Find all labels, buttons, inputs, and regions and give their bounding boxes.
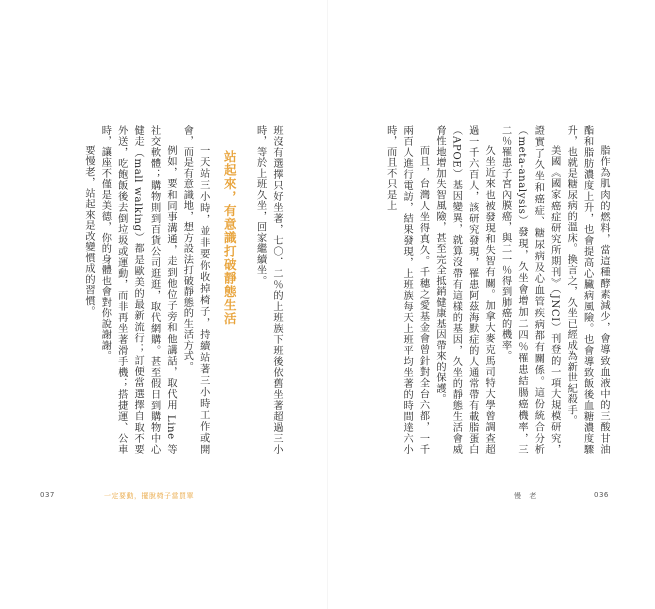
left-page-body: [48, 125, 284, 455]
body-paragraph: 而且，台灣人坐得真久。千穗之愛基金會曾針對全台六都，一千兩百人進行電訪，結果發現，上班族每天上班平均坐著的時間達六小時，而且不只是上: [384, 125, 429, 455]
left-page: [0, 0, 327, 609]
body-paragraph: 久坐近來也被發現和失智有關。加拿大麥克馬司特大學曾調查超過一千六百人，該研究發現，罹患阿茲海默症的人通常帶有載脂蛋白（APOE）基因變異，就算沒帶有這樣的基因，久坐的靜態生活會威脅性地增加失智風險，甚至完全抵銷健康基因帶來的保護。: [433, 125, 495, 455]
right-page-body: [373, 125, 611, 455]
body-paragraph: 脂作為肌肉的燃料，當這種酵素減少，會導致血液中的三酸甘油酯和脂肪濃度上升，也會提高心臟病風險。也會導致飯後血糖濃度驟升，也就是糖尿病的溫床。換言之，久坐已經成為新世紀殺手。: [565, 125, 609, 455]
running-head-right: 慢 老: [514, 492, 540, 500]
right-page: [328, 0, 655, 609]
body-paragraph: 美國《國家癌症研究所期刊》（JNCI）刊登的一項大規模研究，證實了久坐和癌症、糖尿病及心血管疾病都有關係。這份統合分析（meta-analysis）發現，久坐會增加二四％罹患結腸癌機率，三二％罹患子宮內膜癌，與二一％得到肺癌的機率。: [499, 125, 560, 455]
section-heading: 站起來，有意識打破靜態生活: [222, 150, 238, 326]
page-number-left: 037: [40, 491, 55, 499]
body-paragraph: 班沒有選擇只好坐著，七〇．二％的上班族下班後依舊坐著超過三小時，等於上班久坐，回家繼續坐。: [254, 125, 282, 455]
body-paragraph: 一天站三小時，並非要你收掉椅子，持續站著三小時工作或開會，而是有意識地，想方設法打破靜態的生活方式。: [181, 125, 209, 455]
body-paragraph: 例如，要和同事溝通，走到他位子旁和他講話，取代用 Line 等社交軟體；購物則到百貨公司逛逛，取代網購。甚至假日到購物中心健走（mall walking）都是歐美的最新流行；訂便當選擇自取不要外送，吃飽飯後去倒垃圾或運動，而非再坐著滑手機；搭捷運、公車時，讓座不僅是美德，你的身體也會對你說謝謝。: [99, 125, 176, 455]
running-head-left: 一定要動，擺脫椅子當買單: [104, 492, 194, 500]
body-paragraph: 要慢老，站起來是改變慣成的習慣。: [82, 145, 94, 318]
page-number-right: 036: [594, 491, 609, 499]
